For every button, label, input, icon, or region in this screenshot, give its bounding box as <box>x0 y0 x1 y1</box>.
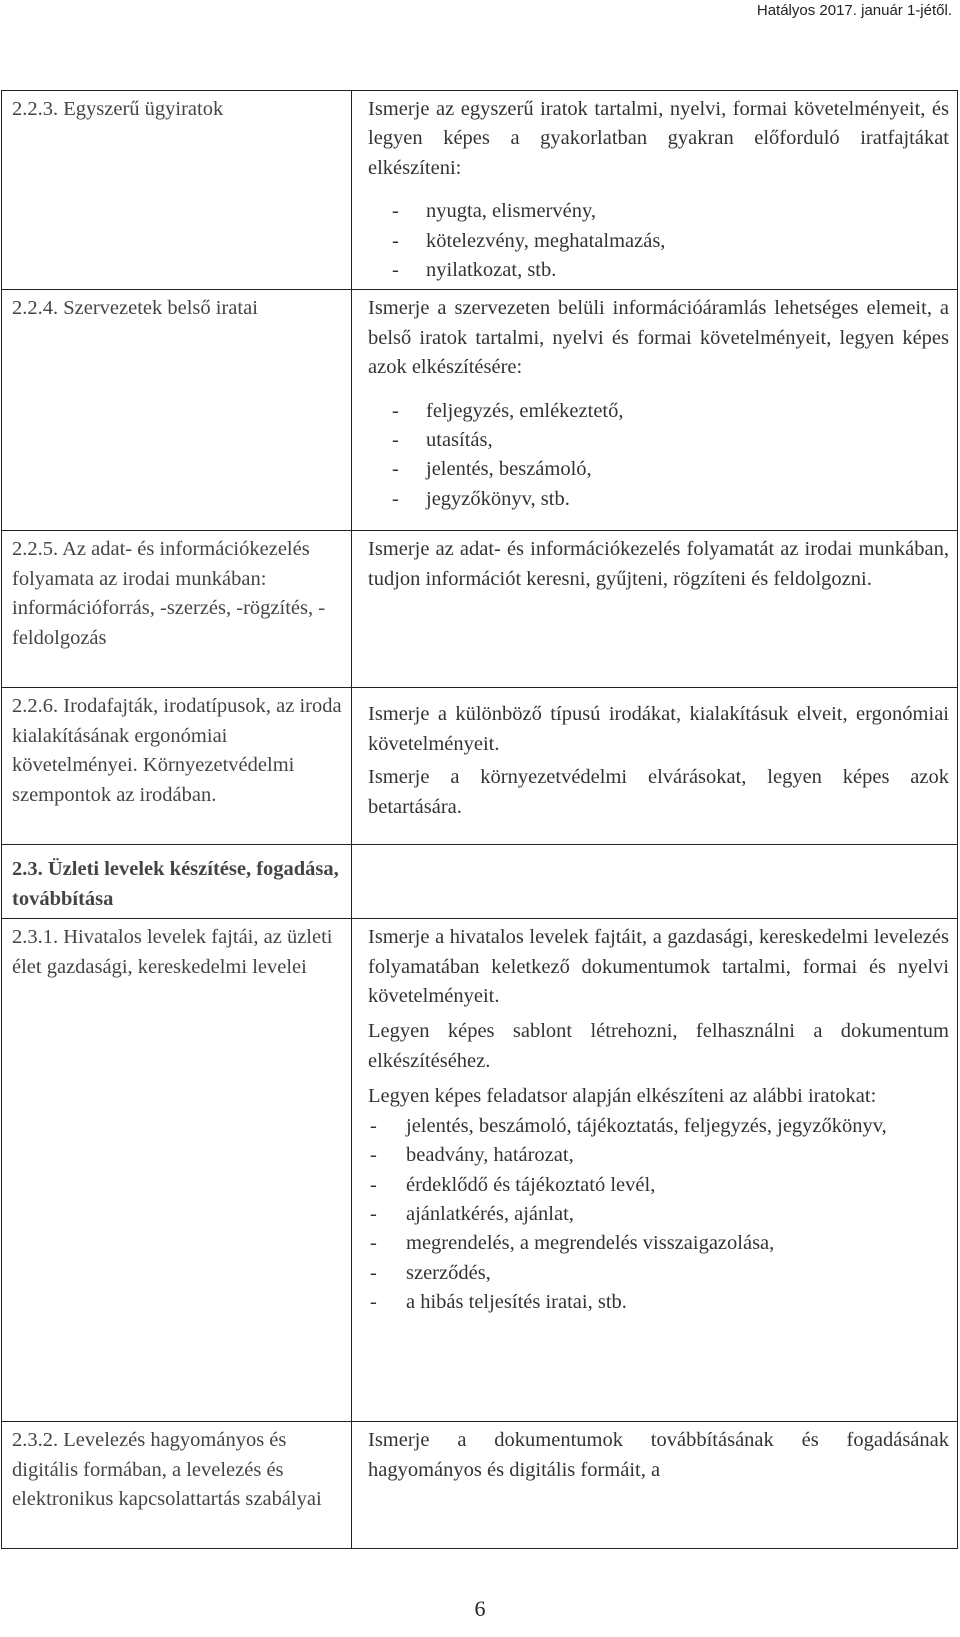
list-item: - jelentés, beszámoló, <box>390 455 949 484</box>
requirement-cell <box>352 1422 958 1549</box>
requirement-text: Ismerje az adat- és információkezelés folyamatát az irodai munkában, tudjon információt keresni, gyűjteni, rögzíteni és feldolgozni. <box>368 538 949 590</box>
table-row <box>2 91 958 290</box>
topic-cell: 2.2.5. Az adat- és információkezelés folyamata az irodai munkában: információforrás, -szerzés, -rögzítés, -feldolgozás <box>2 531 352 688</box>
topic-cell: 2.3.2. Levelezés hagyományos és digitális formában, a levelezés és elektronikus kapcsolattartás szabályai <box>2 1422 352 1549</box>
topic-cell: 2.2.6. Irodafajták, irodatípusok, az iroda kialakításának ergonómiai követelményei. Környezetvédelmi szempontok az irodában. <box>2 688 352 845</box>
topic-cell: 2.2.4. Szervezetek belső iratai <box>2 290 352 531</box>
topic-cell: 2.3.1. Hivatalos levelek fajtái, az üzleti élet gazdasági, kereskedelmi levelei <box>2 919 352 1422</box>
requirement-cell <box>352 91 958 290</box>
requirement-text: Ismerje a dokumentumok továbbításának és fogadásának hagyományos és digitális formáit, a <box>368 1429 949 1481</box>
list-item: - kötelezvény, meghatalmazás, <box>390 227 949 256</box>
curriculum-table <box>1 90 958 1549</box>
page-number: 6 <box>474 1596 486 1621</box>
table-row <box>2 290 958 531</box>
table-row <box>2 845 958 919</box>
requirement-text: Legyen képes sablont létrehozni, felhasználni a dokumentum elkészítéséhez. <box>368 1020 949 1072</box>
list-item: - beadvány, határozat, <box>368 1141 949 1170</box>
requirement-text: Ismerje a szervezeten belüli információáramlás lehetséges elemeit, a belső iratok tartalmi, nyelvi és formai követelményeit, legyen képes azok elkészítésére: <box>368 297 949 379</box>
requirement-cell <box>352 919 958 1422</box>
document-type-list <box>368 197 949 285</box>
topic-cell: 2.2.3. Egyszerű ügyiratok <box>2 91 352 290</box>
requirement-text: Ismerje a hivatalos levelek fajtáit, a gazdasági, kereskedelmi levelezés folyamatában keletkező dokumentumok tartalmi, formai és nyelvi követelményeit. <box>368 926 949 1008</box>
section-heading: 2.3. Üzleti levelek készítése, fogadása, továbbítása <box>2 845 352 919</box>
list-item: - ajánlatkérés, ajánlat, <box>368 1200 949 1229</box>
requirement-cell <box>352 531 958 688</box>
requirement-cell <box>352 688 958 845</box>
empty-cell <box>352 845 958 919</box>
requirement-text: Legyen képes feladatsor alapján elkészíteni az alábbi iratokat: <box>368 1085 877 1108</box>
list-item: - jegyzőkönyv, stb. <box>390 485 949 514</box>
effective-date-header: Hatályos 2017. január 1-jétől. <box>756 2 952 19</box>
table-row <box>2 1422 958 1549</box>
list-item: - jelentés, beszámoló, tájékoztatás, feljegyzés, jegyzőkönyv, <box>368 1112 949 1141</box>
table-row <box>2 919 958 1422</box>
table-row <box>2 688 958 845</box>
list-item: - szerződés, <box>368 1259 949 1288</box>
list-item: - a hibás teljesítés iratai, stb. <box>368 1288 949 1317</box>
list-item: - nyilatkozat, stb. <box>390 256 949 285</box>
requirement-text: Ismerje a környezetvédelmi elvárásokat, legyen képes azok betartására. <box>368 766 949 818</box>
list-item: - érdeklődő és tájékoztató levél, <box>368 1171 949 1200</box>
requirement-text: Ismerje a különböző típusú irodákat, kialakításuk elveit, ergonómiai követelményeit. <box>368 703 949 755</box>
document-type-list <box>368 397 949 515</box>
list-item: - megrendelés, a megrendelés visszaigazolása, <box>368 1229 949 1258</box>
list-item: - feljegyzés, emlékeztető, <box>390 397 949 426</box>
requirement-cell <box>352 290 958 531</box>
table-row <box>2 531 958 688</box>
list-item: - nyugta, elismervény, <box>390 197 949 226</box>
list-item: - utasítás, <box>390 426 949 455</box>
document-type-list <box>368 1112 949 1318</box>
requirement-text: Ismerje az egyszerű iratok tartalmi, nyelvi, formai követelményeit, és legyen képes a gyakorlatban gyakran előforduló iratfajtákat elkészíteni: <box>368 98 949 179</box>
